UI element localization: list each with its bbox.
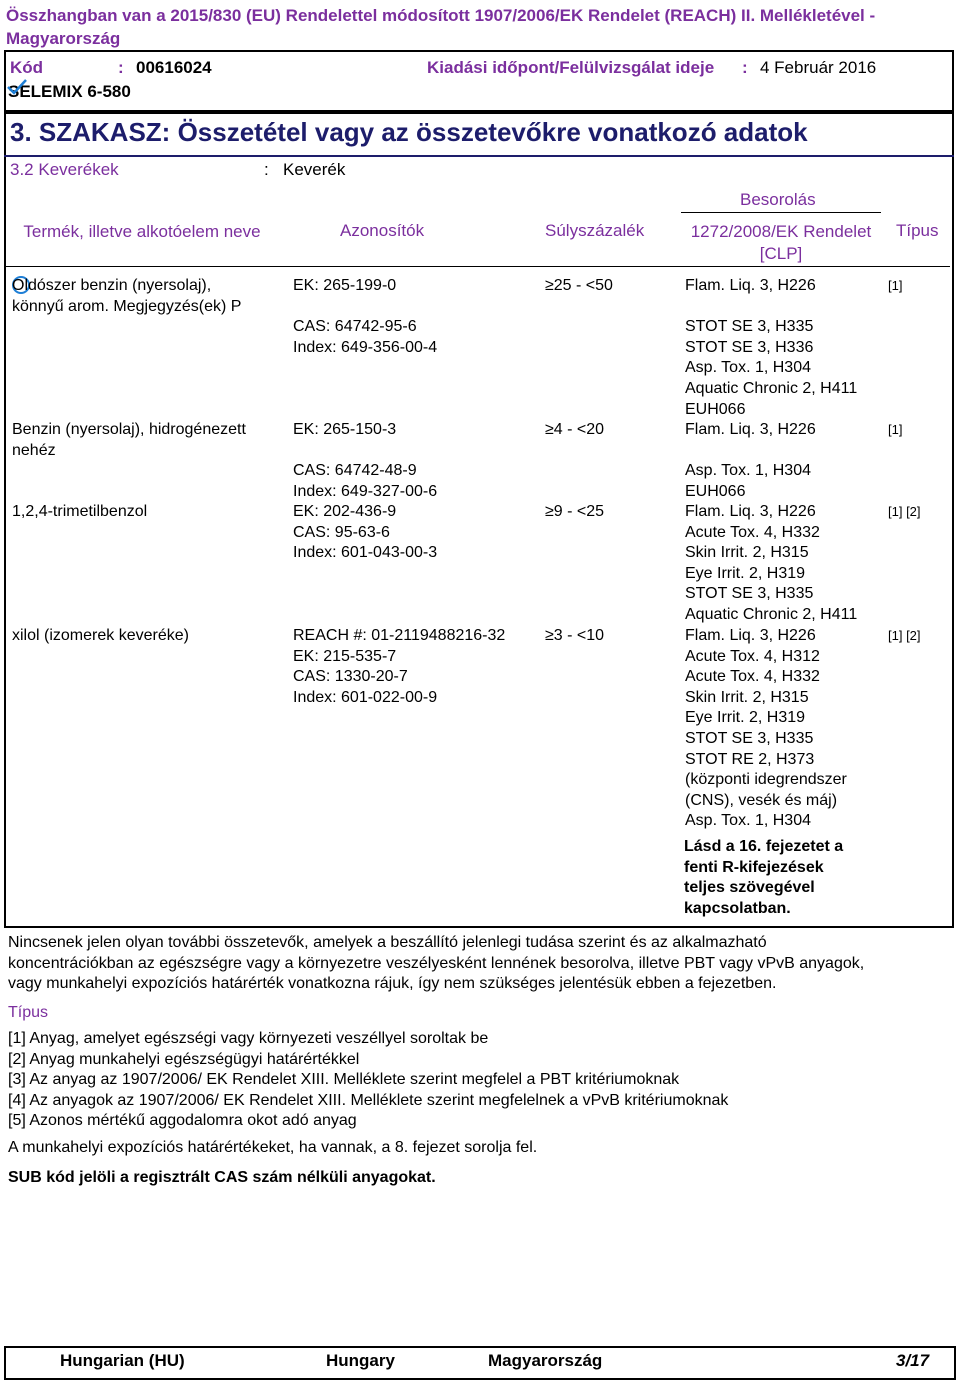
header-weight: Súlyszázalék xyxy=(545,221,645,240)
page-number: 3/17 xyxy=(896,1351,930,1370)
table-row-type: [1] [2] xyxy=(888,504,921,519)
table-row-name: Benzin (nyersolaj), hidrogénezett nehéz xyxy=(12,421,246,459)
issue-date-value: 4 Február 2016 xyxy=(760,58,877,77)
classification-group-underline xyxy=(681,212,881,213)
sub-code-note: SUB kód jelöli a regisztrált CAS szám nélküli anyagokat. xyxy=(8,1169,436,1186)
header-identifiers: Azonosítók xyxy=(340,221,425,240)
header-type: Típus xyxy=(896,221,939,240)
section-divider xyxy=(4,155,954,157)
table-row-name: Oldószer benzin (nyersolaj), könnyű arom. Megjegyzés(ek) P xyxy=(12,277,242,315)
table-row-classification: Flam. Liq. 3, H226 Acute Tox. 4, H332 Skin Irrit. 2, H315 Eye Irrit. 2, H319 STOT SE 3, H335 Aquatic Chronic 2, H411 xyxy=(685,503,858,623)
table-row-weight: ≥25 - <50 xyxy=(545,277,613,294)
issue-date-label: Kiadási időpont/Felülvizsgálat ideje xyxy=(427,58,715,77)
product-name: SELEMIX 6-580 xyxy=(8,82,131,101)
section-title: 3. SZAKASZ: Összetétel vagy az összetevőkre vonatkozó adatok xyxy=(10,117,808,147)
table-row-classification: Flam. Liq. 3, H226 Asp. Tox. 1, H304 EUH066 xyxy=(685,421,816,500)
table-row-name: xilol (izomerek keveréke) xyxy=(12,627,189,644)
table-row-identifiers: EK: 265-150-3 CAS: 64742-48-9 Index: 649-327-00-6 xyxy=(293,421,438,500)
table-row-type: [1] xyxy=(888,422,903,437)
footer-language: Hungarian (HU) xyxy=(60,1351,185,1370)
list-item: [4] Az anyagok az 1907/2006/ EK Rendelet XIII. Melléklete szerint megfelelnek a vPvB kritériumoknak xyxy=(8,1091,729,1109)
footer-country: Hungary xyxy=(326,1351,395,1370)
code-value: 00616024 xyxy=(136,58,212,77)
code-label: Kód xyxy=(10,58,44,77)
type-heading: Típus xyxy=(8,1004,49,1021)
list-item: [2] Anyag munkahelyi egészségügyi határértékkel xyxy=(8,1050,360,1068)
table-row-type: [1] [2] xyxy=(888,628,921,643)
table-row-classification: Flam. Liq. 3, H226 Acute Tox. 4, H312 Acute Tox. 4, H332 Skin Irrit. 2, H315 Eye Irrit. 2, H319 STOT SE 3, H335 STOT RE 2, H373 (központi idegrendszer (CNS), vesék és máj) Asp. Tox. 1, H304 xyxy=(685,627,847,830)
table-row-identifiers: EK: 202-436-9 CAS: 95-63-6 Index: 601-043-00-3 xyxy=(293,503,438,562)
table-row-weight: ≥4 - <20 xyxy=(545,421,605,438)
table-header-rule xyxy=(6,266,950,267)
list-item: [5] Azonos mértékű aggodalomra okot adó anyag xyxy=(8,1112,357,1130)
checkmark-icon xyxy=(6,78,28,96)
classification-group-header: Besorolás xyxy=(740,190,816,209)
table-note: Lásd a 16. fejezetet a fenti R-kifejezések teljes szövegével kapcsolatban. xyxy=(684,838,844,917)
code-separator: : xyxy=(118,58,124,77)
subsection-label: 3.2 Keverékek xyxy=(10,160,119,179)
footer-country-local: Magyarország xyxy=(488,1351,603,1370)
header-product: Termék, illetve alkotóelem neve xyxy=(23,222,261,241)
type-list xyxy=(8,1029,728,1132)
exposure-note: A munkahelyi expozíciós határértékeket, ha vannak, a 8. fejezet sorolja fel. xyxy=(8,1139,538,1156)
table-row-name: 1,2,4-trimetilbenzol xyxy=(12,503,148,520)
table-row-weight: ≥9 - <25 xyxy=(545,503,605,520)
table-row-identifiers: REACH #: 01-2119488216-32 EK: 215-535-7 CAS: 1330-20-7 Index: 601-022-00-9 xyxy=(293,627,506,706)
table-row-identifiers: EK: 265-199-0 CAS: 64742-95-6 Index: 649-356-00-4 xyxy=(293,277,438,356)
header-regulation: 1272/2008/EK Rendelet [CLP] xyxy=(690,222,872,263)
table-row-type: [1] xyxy=(888,278,903,293)
subsection-value: Keverék xyxy=(283,160,346,179)
list-item: [3] Az anyag az 1907/2006/ EK Rendelet XIII. Melléklete szerint megfelel a PBT kritériumoknak xyxy=(8,1071,680,1089)
list-item: [1] Anyag, amelyet egészségi vagy környezeti veszéllyel soroltak be xyxy=(8,1030,489,1047)
table-row-classification: Flam. Liq. 3, H226 STOT SE 3, H335 STOT SE 3, H336 Asp. Tox. 1, H304 Aquatic Chronic 2, H411 EUH066 xyxy=(685,277,858,418)
disclaimer-paragraph: Nincsenek jelen olyan további összetevők, amelyek a beszállító jelenlegi tudása szerint és az alkalmazható koncentrációkban az egészségre vagy a környezetre veszélyesként lennének besorolva, illetve PBT vagy vPvB anyagok, vagy munkahelyi expozíciós határérték vonatkozna rájuk, így nem szükséges jelentésük ebben a fejezetben. xyxy=(8,934,865,993)
issue-date-separator: : xyxy=(742,58,748,77)
document-title: Összhangban van a 2015/830 (EU) Rendelettel módosított 1907/2006/EK Rendelet (REACH) II. Mellékletével - Magyarország xyxy=(6,6,876,48)
table-row-weight: ≥3 - <10 xyxy=(545,627,605,644)
subsection-separator: : xyxy=(264,160,269,179)
